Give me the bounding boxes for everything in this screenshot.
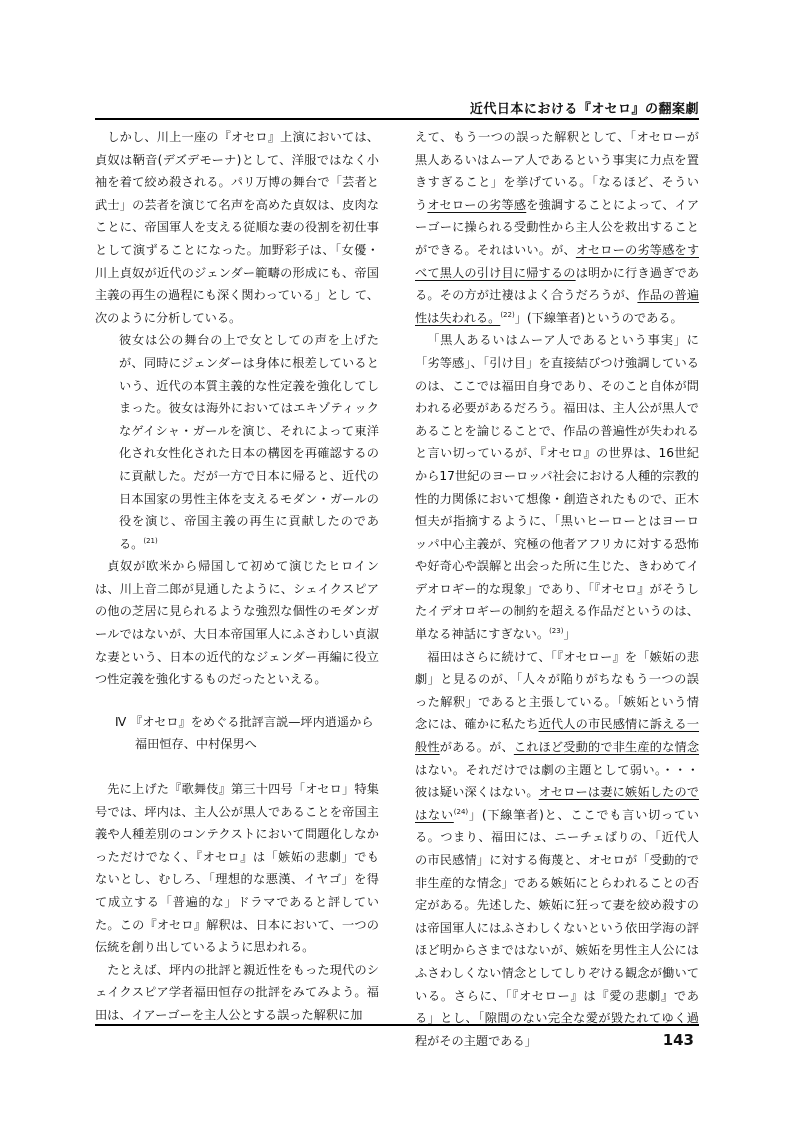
paragraph: 貞奴が欧米から帰国して初めて演じたヒロインは、川上音二郎が見通したように、シェイクスピアの他の芝居に見られるような強烈な個性のモダンガールではないが、大日本帝国軍人にふさわしい貞淑な妻という、日本の近代的なジェンダー再編に役立つ性定義を強化するものだったといえる。: [95, 559, 379, 687]
block-quote: [95, 329, 379, 555]
text-run: 「黒人あるいはムーア人であるという事実」に「劣等感」、「引け目」を直接結びつけ強調しているのは、ここでは福田自身であり、そのこと自体が問われる必要があるだろう。福田は、主人公が黒人であることを論じることで、作品の普遍性が失われると言い切っているが、『オセロ』の世界は、16世紀から17世紀のヨーロッパ社会における人種的宗教的性的力関係において想像・創造されたもので、正木恒夫が指摘するように、「黒いヒーローとはヨーロッパ中心主義が、究極の他者アフリカに対する恐怖や好奇心や誤解と出会った所に生じた、きわめてイデオロギー的な現象」であり、「『オセロ』がそうしたイデオロギーの制約を超える作品だというのは、単なる神話にすぎない。: [415, 333, 699, 642]
paragraph: [415, 646, 699, 1053]
block-quote-text: 彼女は公の舞台の上で女としての声を上げたが、同時にジェンダーは身体に根差しているという、近代の本質主義的な性定義を強化してしまった。彼女は海外においてはエキゾティックなゲイシャ・ガールを演じ、それによって東洋化され女性化された日本の構図を再確認するのに貢献した。だが一方で日本に帰ると、近代の日本国家の男性主体を支えるモダン・ガールの役を演じ、帝国主義の再生に貢献したのである。: [119, 333, 379, 551]
text-run: 」(下線筆者)と、ここでも言い切っている。つまり、福田には、ニーチェばりの、「近代人の市民感情」に対する侮蔑と、オセロが「受動的で非生産的な情念」である嫉妬にとらわれることの否定がある。先述した、嫉妬に狂って妻を絞め殺すのは帝国軍人にはふさわしくないという依田学海の評ほど明からさまではないが、嫉妬を男性主人公にはふさわしくない情念としてしりぞける観念が働いている。さらに、「『オセロー』は『愛の悲劇』である」とし、「隙間のない完全な愛が毀たれてゆく過程がその主題である」: [415, 807, 699, 1048]
section-heading-line: 福田恒存、中村保男へ: [135, 737, 257, 752]
footnote-marker: (21): [143, 536, 158, 545]
underlined-text: これほど受動的で非生産的な情念: [513, 740, 700, 755]
header-rule: [95, 118, 699, 120]
paragraph: 先に上げた『歌舞伎』第三十四号「オセロ」特集号では、坪内は、主人公が黒人であることを帝国主義や人種差別のコンテクストにおいて問題化しなかっただけでなく、『オセロ』は「嫉妬の悲劇」でもないとし、むしろ、「理想的な悪漢、イヤゴ」を得て成立する「普遍的な」ドラマであると評していた。この『オセロ』解釈は、日本において、一つの伝統を創り出しているように思われる。: [95, 782, 379, 955]
footnote-marker: (24): [453, 807, 469, 816]
text-run: を強調することによって、イアーゴーに操られる受動性から主人公を救出することができる。それはいい。が、: [415, 197, 700, 257]
footer-rule: [95, 1024, 699, 1026]
underlined-text: オセローの劣等感をすべて黒人の引け目に帰するの: [415, 242, 700, 280]
underlined-text: オセローは妻に嫉妬したのではない: [415, 785, 699, 822]
text-run: 福田はさらに続けて、「『オセロー』を「嫉妬の悲劇」と見るのが、「人々が陥りがちなもう一つの誤った解釈」であると主張している。「嫉妬という情念には、確かに私たち: [415, 649, 699, 732]
text-run: 」(下線筆者)というのである。: [514, 310, 683, 325]
right-column: [415, 126, 699, 1052]
paragraph: [415, 329, 699, 645]
paragraph: たとえば、坪内の批評と親近性をもった現代のシェイクスピア学者福田恒存の批評をみてみよう。福田は、イアーゴーを主人公とする誤った解釈に加: [95, 962, 379, 1022]
running-head-title: 近代日本における『オセロ』の翻案劇: [469, 102, 699, 117]
paragraph: [415, 126, 699, 329]
section-heading: [95, 711, 379, 756]
footnote-marker: (23): [549, 627, 564, 635]
left-column: [95, 126, 379, 1027]
footnote-marker: (22): [500, 310, 515, 319]
section-heading-line: Ⅳ 『オセロ』をめぐる批評言説—坪内逍遥から: [115, 714, 374, 729]
paragraph: しかし、川上一座の『オセロ』上演においては、貞奴は鞆音(デズデモーナ)として、洋服ではなく小袖を着て絞め殺される。パリ万博の舞台で「芸者と武士」の芸者を演じて名声を高めた貞奴は、皮肉なことに、帝国軍人を支える従順な妻の役割を初仕事として演ずることになった。加野彩子は、「女優・川上貞奴が近代のジェンダー範疇の形成にも、帝国主義の再生の過程にも深く関わっている」とし て、次のように分析している。: [95, 130, 379, 325]
underlined-text: 作品の普遍性は失われる。: [415, 288, 700, 325]
underlined-text: 近代人の市民感情に訴える一般性: [415, 717, 700, 755]
text-run: は明かに行き過ぎである。その方が辻褄はよく合うだろうが、: [415, 265, 700, 303]
underlined-text: オセローの劣等感: [427, 197, 527, 212]
text-run: えて、もう一つの誤った解釈として、「オセローが黒人あるいはムーア人であるという事実に力点を置きすぎること」を挙げている。「なるほど、そういう: [415, 130, 699, 212]
text-run: はない。それだけでは劇の主題として弱い。・・・彼は疑い深くはない。: [415, 762, 699, 800]
page-number: 143: [662, 1031, 694, 1049]
text-run: 」: [563, 627, 576, 642]
text-run: がある。が、: [439, 740, 514, 755]
